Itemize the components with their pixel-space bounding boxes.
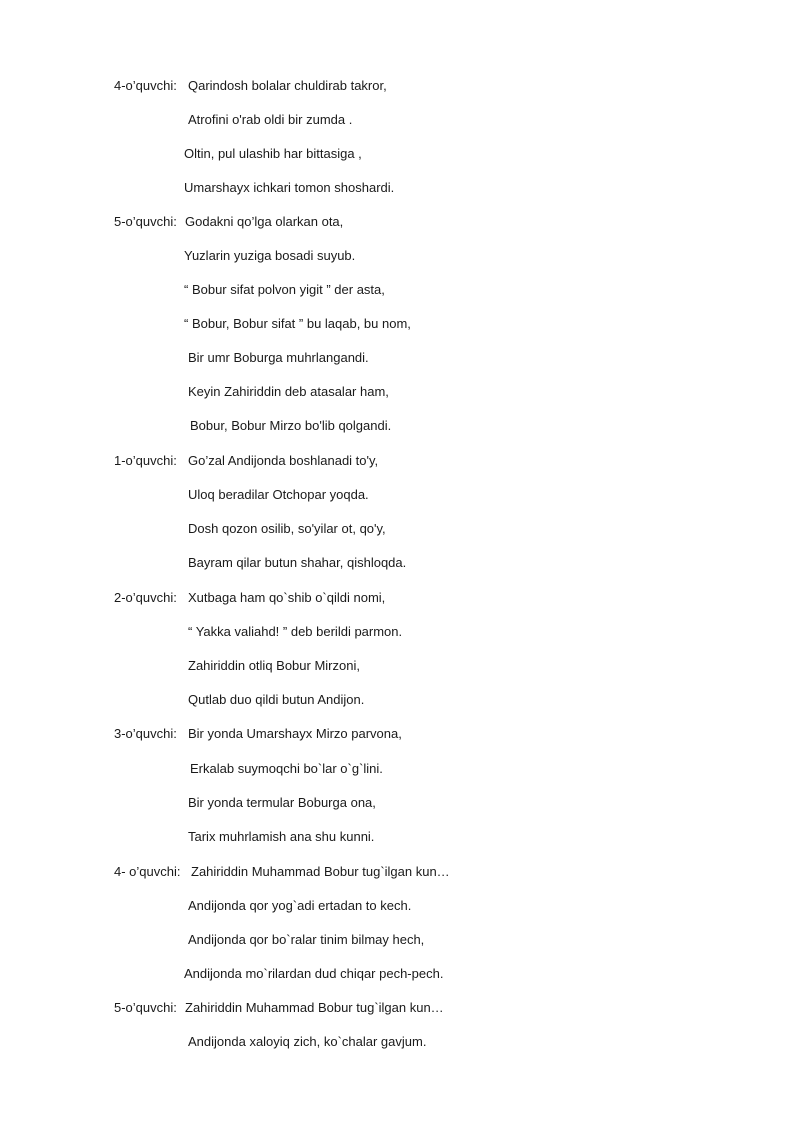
speaker-label: 4- o’quvchi: <box>114 864 181 879</box>
verse-text: Qarindosh bolalar chuldirab takror, <box>188 78 387 93</box>
verse-text: Zahiriddin Muhammad Bobur tug`ilgan kun… <box>191 864 450 879</box>
verse-text: Qutlab duo qildi butun Andijon. <box>188 692 365 707</box>
verse-text: “ Bobur, Bobur sifat ” bu laqab, bu nom, <box>184 316 411 331</box>
verse-text: “ Bobur sifat polvon yigit ” der asta, <box>184 282 385 297</box>
verse-text: Go’zal Andijonda boshlanadi to'y, <box>188 453 379 468</box>
verse-text: Dosh qozon osilib, so'yilar ot, qo'y, <box>188 521 386 536</box>
verse-text: Bayram qilar butun shahar, qishloqda. <box>188 555 407 570</box>
verse-text: Atrofini o'rab oldi bir zumda . <box>188 112 353 127</box>
verse-text: Godakni qo’lga olarkan ota, <box>185 214 344 229</box>
verse-text: Bir yonda Umarshayx Mirzo parvona, <box>188 726 402 741</box>
verse-text: Andijonda xaloyiq zich, ko`chalar gavjum. <box>188 1034 427 1049</box>
verse-text: Yuzlarin yuziga bosadi suyub. <box>184 248 356 263</box>
speaker-label: 4-o’quvchi: <box>114 78 177 93</box>
verse-text: Umarshayx ichkari tomon shoshardi. <box>184 180 395 195</box>
verse-text: “ Yakka valiahd! ” deb berildi parmon. <box>188 624 403 639</box>
verse-text: Zahiriddin Muhammad Bobur tug`ilgan kun… <box>185 1000 444 1015</box>
verse-text: Oltin, pul ulashib har bittasiga , <box>184 146 362 161</box>
verse-text: Andijonda qor yog`adi ertadan to kech. <box>188 898 412 913</box>
speaker-label: 5-o’quvchi: <box>114 214 177 229</box>
verse-text: Tarix muhrlamish ana shu kunni. <box>188 829 375 844</box>
verse-text: Keyin Zahiriddin deb atasalar ham, <box>188 384 389 399</box>
verse-text: Erkalab suymoqchi bo`lar o`g`lini. <box>190 761 383 776</box>
verse-text: Andijonda qor bo`ralar tinim bilmay hech, <box>188 932 425 947</box>
speaker-label: 2-o’quvchi: <box>114 590 177 605</box>
speaker-label: 5-o’quvchi: <box>114 1000 177 1015</box>
speaker-label: 3-o’quvchi: <box>114 726 177 741</box>
verse-text: Uloq beradilar Otchopar yoqda. <box>188 487 369 502</box>
verse-text: Bir yonda termular Boburga ona, <box>188 795 376 810</box>
verse-text: Bir umr Boburga muhrlangandi. <box>188 350 369 365</box>
speaker-label: 1-o’quvchi: <box>114 453 177 468</box>
verse-text: Zahiriddin otliq Bobur Mirzoni, <box>188 658 360 673</box>
verse-text: Bobur, Bobur Mirzo bo'lib qolgandi. <box>190 418 392 433</box>
verse-text: Andijonda mo`rilardan dud chiqar pech-pech. <box>184 966 444 981</box>
verse-text: Xutbaga ham qo`shib o`qildi nomi, <box>188 590 386 605</box>
